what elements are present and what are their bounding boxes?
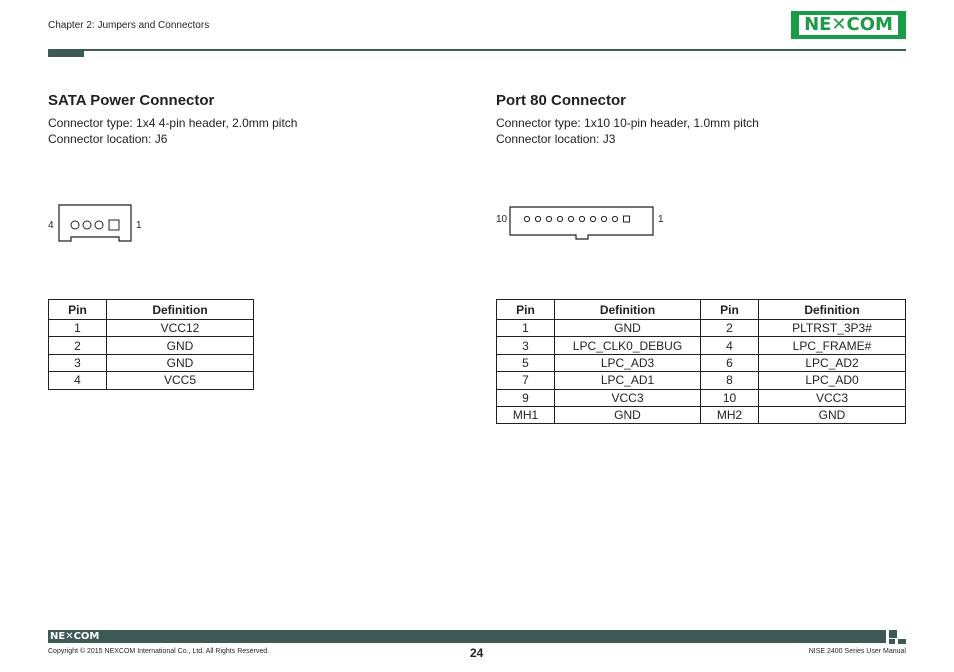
pin-cell: MH2 <box>701 406 759 423</box>
table-row <box>497 354 906 371</box>
port80-pin-table <box>496 299 906 424</box>
sata-connector-diagram <box>57 204 135 244</box>
table-row <box>49 354 254 371</box>
logo-text: NE✕COM <box>804 14 893 35</box>
sata-pin-table <box>48 299 254 390</box>
pin-cell: 6 <box>701 354 759 371</box>
definition-cell: GND <box>759 406 906 423</box>
definition-cell: GND <box>555 320 701 337</box>
pin-cell: 5 <box>497 354 555 371</box>
pin-cell: 8 <box>701 372 759 389</box>
table-row <box>497 372 906 389</box>
pin-cell: 4 <box>701 337 759 354</box>
logo-inner <box>799 15 898 35</box>
col-header-definition: Definition <box>555 300 701 320</box>
definition-cell: LPC_AD2 <box>759 354 906 371</box>
nexcom-logo <box>791 11 906 39</box>
footer-bar <box>48 630 886 643</box>
port80-connector-outline <box>510 207 653 239</box>
page-number: 24 <box>470 646 484 660</box>
pin-cell: 10 <box>701 389 759 406</box>
definition-cell: LPC_AD1 <box>555 372 701 389</box>
port80-pin-label-right: 1 <box>658 214 664 225</box>
header-rule <box>48 49 906 51</box>
definition-cell: LPC_AD0 <box>759 372 906 389</box>
definition-cell: VCC12 <box>107 320 254 337</box>
footer-square-decoration <box>889 639 895 644</box>
pin-cell: 9 <box>497 389 555 406</box>
definition-cell: LPC_FRAME# <box>759 337 906 354</box>
sata-table-header-row <box>49 300 254 320</box>
port80-connector-location: Connector location: J3 <box>496 132 616 146</box>
col-header-definition: Definition <box>759 300 906 320</box>
col-header-definition: Definition <box>107 300 254 320</box>
definition-cell: LPC_CLK0_DEBUG <box>555 337 701 354</box>
table-row <box>497 406 906 423</box>
manual-title: NISE 2400 Series User Manual <box>808 648 906 655</box>
definition-cell: GND <box>107 337 254 354</box>
pin-cell: 2 <box>49 337 107 354</box>
table-row <box>49 337 254 354</box>
sata-section-title: SATA Power Connector <box>48 92 215 109</box>
definition-cell: GND <box>555 406 701 423</box>
sata-pin-label-right: 1 <box>136 220 142 231</box>
definition-cell: VCC3 <box>555 389 701 406</box>
definition-cell: VCC3 <box>759 389 906 406</box>
port80-pin-label-left: 10 <box>496 214 508 225</box>
port80-table-header-row <box>497 300 906 320</box>
chapter-title: Chapter 2: Jumpers and Connectors <box>48 20 210 31</box>
port80-connector-diagram <box>508 206 656 242</box>
definition-cell: VCC5 <box>107 372 254 389</box>
pin-cell: 4 <box>49 372 107 389</box>
sata-connector-location: Connector location: J6 <box>48 132 168 146</box>
port80-section-title: Port 80 Connector <box>496 92 627 109</box>
definition-cell: GND <box>107 354 254 371</box>
definition-cell: PLTRST_3P3# <box>759 320 906 337</box>
col-header-pin: Pin <box>497 300 555 320</box>
pin-cell: 1 <box>49 320 107 337</box>
sata-connector-type: Connector type: 1x4 4-pin header, 2.0mm pitch <box>48 116 298 130</box>
pin-cell: 2 <box>701 320 759 337</box>
pin-cell: 3 <box>497 337 555 354</box>
col-header-pin: Pin <box>49 300 107 320</box>
footer-square-decoration <box>898 639 906 644</box>
footer-square-decoration <box>889 630 897 638</box>
table-row <box>497 337 906 354</box>
col-header-pin: Pin <box>701 300 759 320</box>
table-row <box>497 389 906 406</box>
header-rule-tab <box>48 49 84 57</box>
footer-logo: NE✕COM <box>50 631 100 642</box>
copyright-text: Copyright © 2015 NEXCOM International Co., Ltd. All Rights Reserved. <box>48 648 270 655</box>
pin-cell: 3 <box>49 354 107 371</box>
pin-cell: 7 <box>497 372 555 389</box>
definition-cell: LPC_AD3 <box>555 354 701 371</box>
pin-cell: MH1 <box>497 406 555 423</box>
table-row <box>497 320 906 337</box>
pin-cell: 1 <box>497 320 555 337</box>
sata-pin-label-left: 4 <box>48 220 54 231</box>
table-row <box>49 320 254 337</box>
port80-connector-type: Connector type: 1x10 10-pin header, 1.0mm pitch <box>496 116 759 130</box>
table-row <box>49 372 254 389</box>
